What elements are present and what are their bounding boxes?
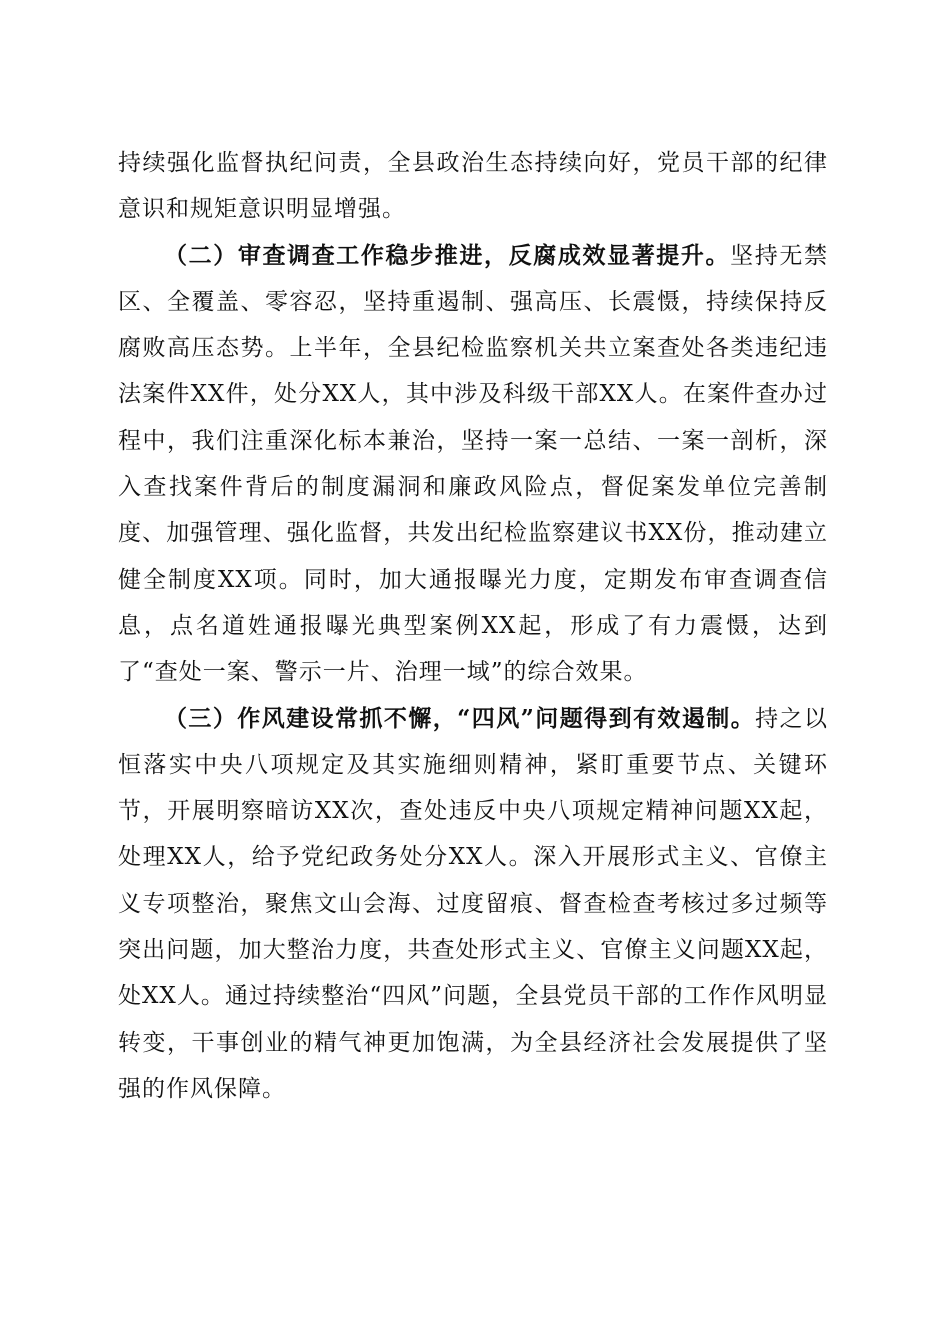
paragraph-section-3: [118, 696, 828, 1113]
document-body: [118, 140, 828, 1112]
paragraph-section-2: [118, 233, 828, 696]
paragraph-text: 坚持无禁区、全覆盖、零容忍，坚持重遏制、强高压、长震慑，持续保持反腐败高压态势。上半年，全县纪检监察机关共立案查处各类违纪违法案件XX件，处分XX人，其中涉及科级干部XX人。在案件查办过程中，我们注重深化标本兼治，坚持一案一总结、一案一剖析，深入查找案件背后的制度漏洞和廉政风险点，督促案发单位完善制度、加强管理、强化监督，共发出纪检监察建议书XX份，推动建立健全制度XX项。同时，加大通报曝光力度，定期发布审查调查信息，点名道姓通报曝光典型案例XX起，形成了有力震慑，达到了“查处一案、警示一片、治理一域”的综合效果。: [118, 242, 829, 686]
paragraph-text: 持之以恒落实中央八项规定及其实施细则精神，紧盯重要节点、关键环节，开展明察暗访XX次，查处违反中央八项规定精神问题XX起，处理XX人，给予党纪政务处分XX人。深入开展形式主义、官僚主义专项整治，聚焦文山会海、过度留痕、督查检查考核过多过频等突出问题，加大整治力度，共查处形式主义、官僚主义问题XX起，处XX人。通过持续整治“四风”问题，全县党员干部的工作作风明显转变，干事创业的精气神更加饱满，为全县经济社会发展提供了坚强的作风保障。: [118, 705, 828, 1102]
paragraph-continued: [118, 140, 828, 233]
paragraph-text: 持续强化监督执纪问责，全县政治生态持续向好，党员干部的纪律意识和规矩意识明显增强。: [118, 150, 828, 223]
section-heading: （二）审查调查工作稳步推进，反腐成效显著提升。: [164, 241, 731, 269]
section-heading: （三）作风建设常抓不懈，“四风”问题得到有效遏制。: [164, 704, 756, 732]
